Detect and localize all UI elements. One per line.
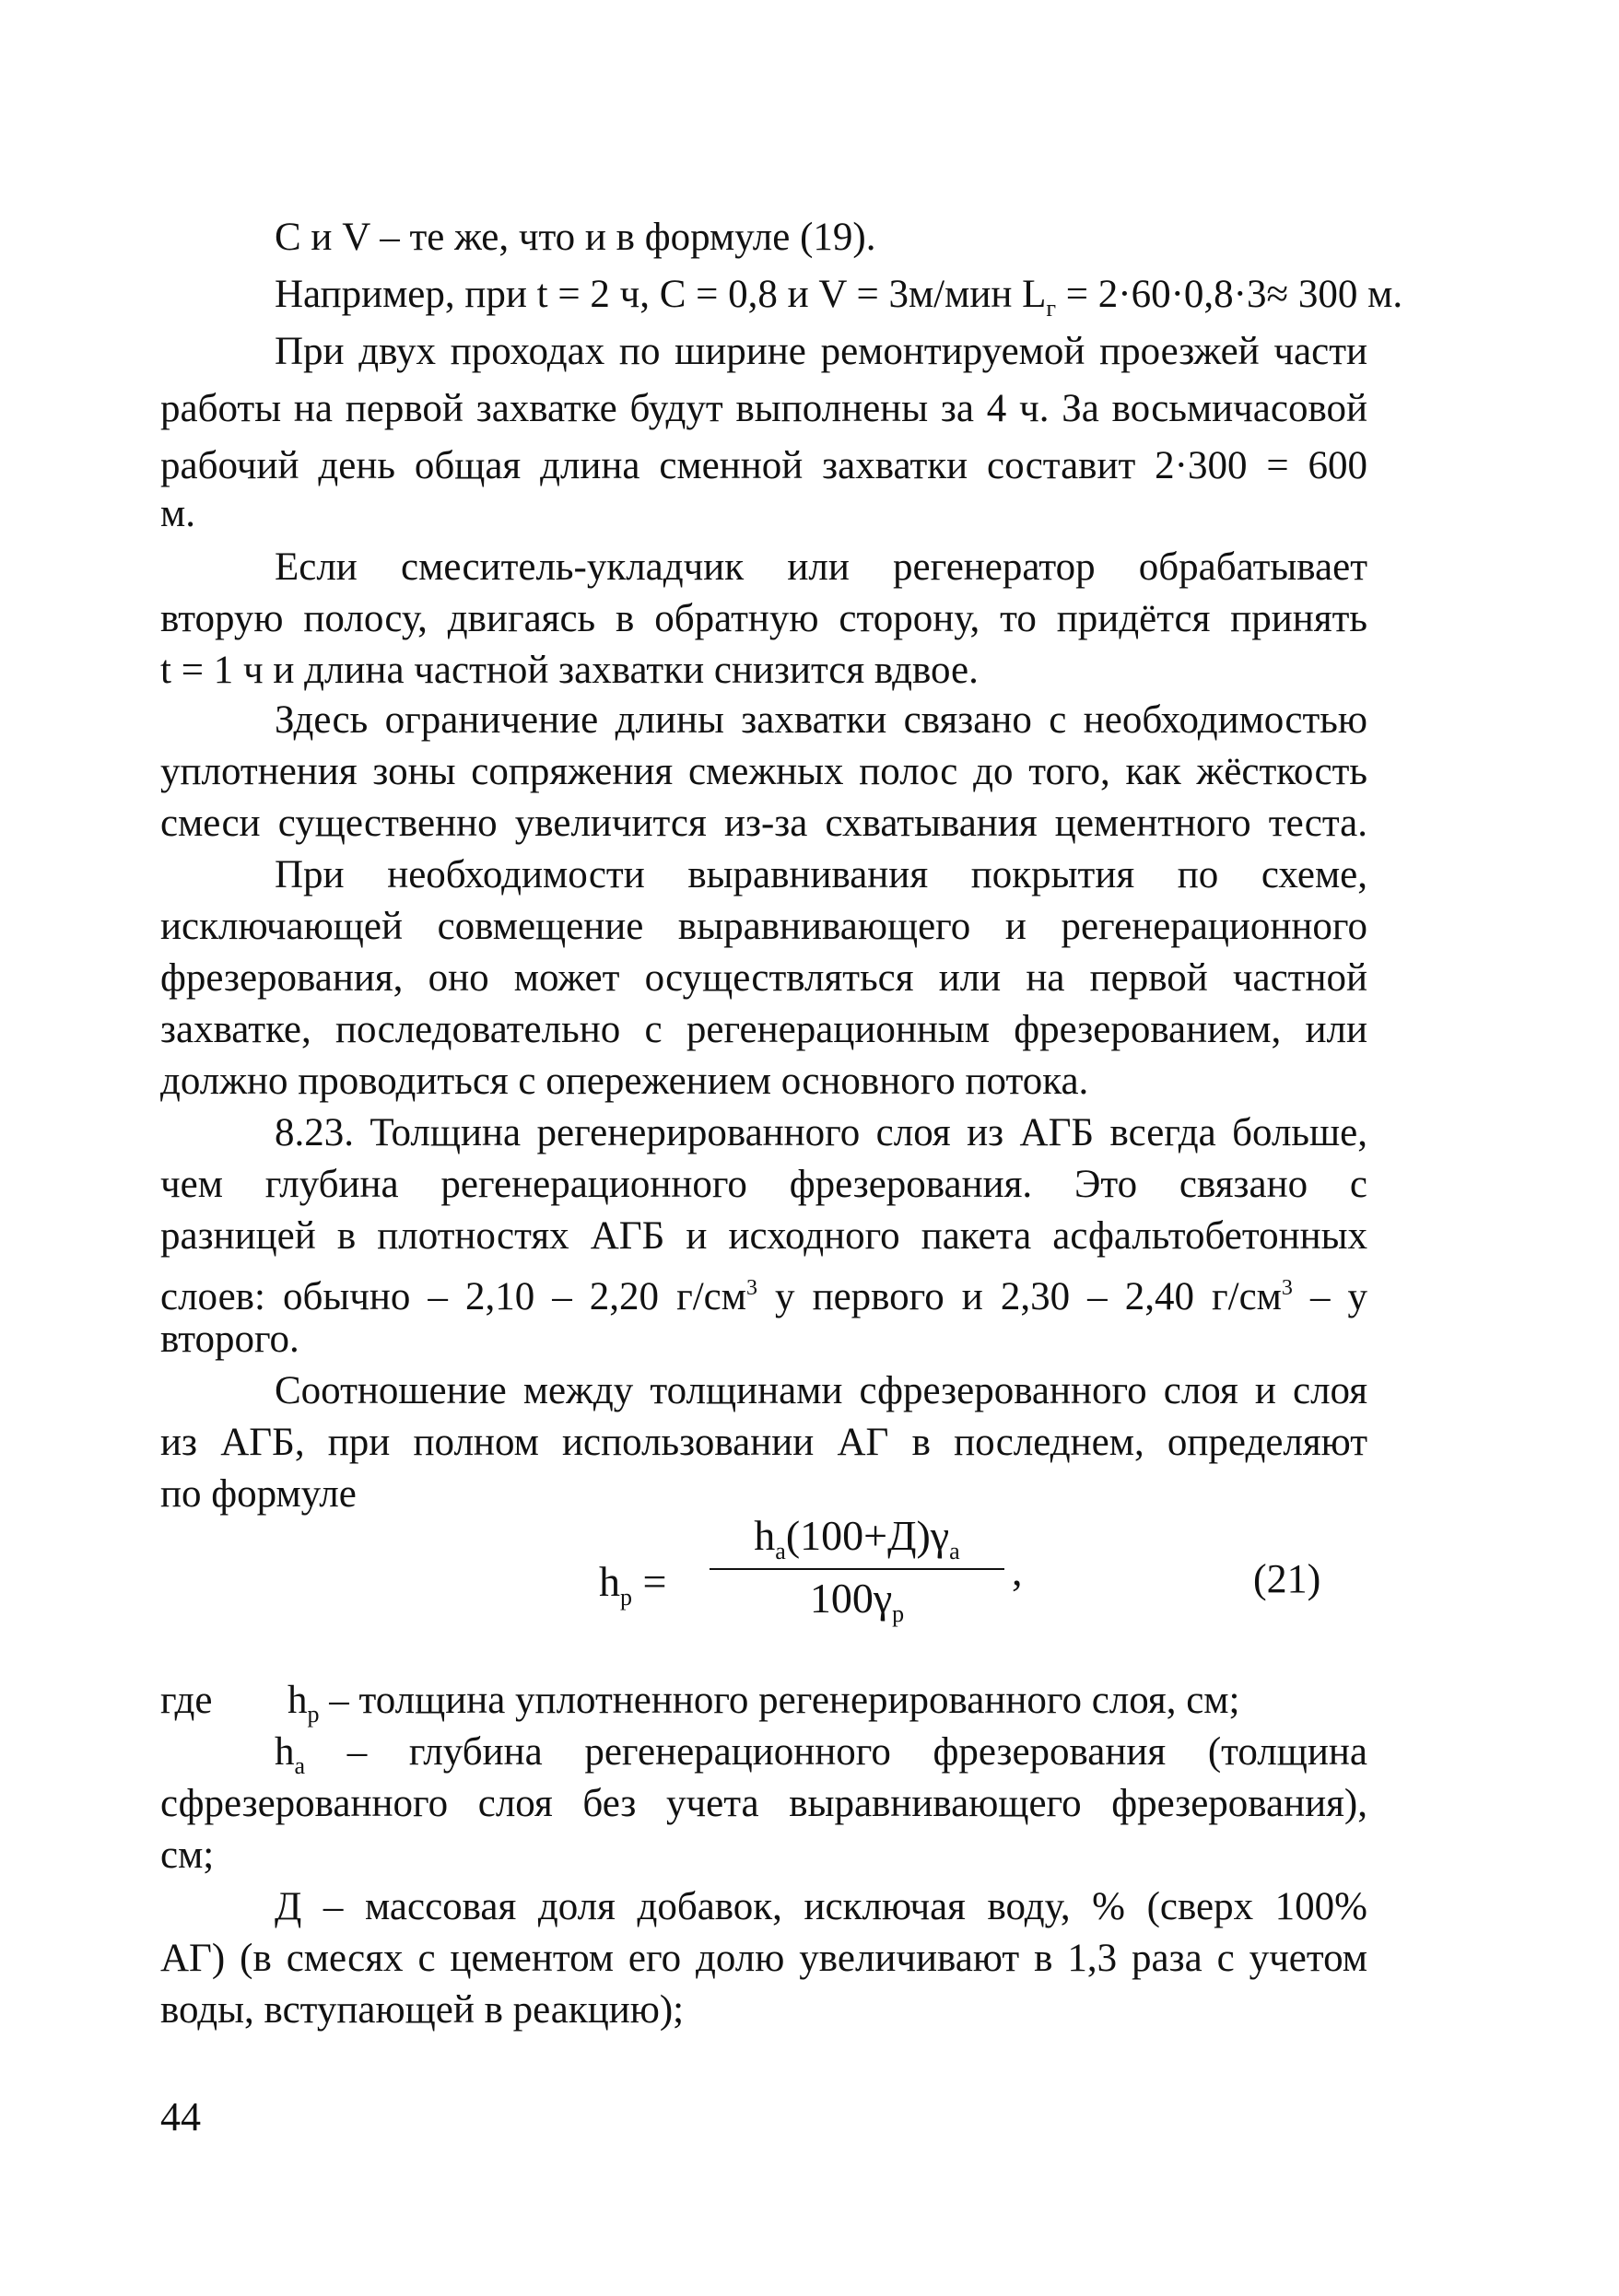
formula-number: (21) xyxy=(1253,1556,1321,1601)
formula-comma: , xyxy=(1012,1547,1023,1594)
text-line: Если смеситель-укладчик или регенератор обрабатывает xyxy=(275,545,1367,589)
text-line: t = 1 ч и длина частной захватки снизится вдвое. xyxy=(160,649,979,692)
text-line: уплотнения зоны сопряжения смежных полос до того, как жёсткость xyxy=(160,750,1367,793)
text-line: С и V – те же, что и в формуле (19). xyxy=(275,216,876,259)
definition-line: сфрезерованного слоя без учета выравнивающего фрезерования), xyxy=(160,1782,1367,1825)
text-line: При двух проходах по ширине ремонтируемой проезжей части xyxy=(275,330,1367,373)
text-line: 8.23. Толщина регенерированного слоя из АГБ всегда больше, xyxy=(275,1111,1367,1154)
formula-lhs: $h_р$ = xyxy=(599,1558,667,1611)
formula-fraction xyxy=(710,1511,1004,1628)
text-line: из АГБ, при полном использовании АГ в последнем, определяют xyxy=(160,1421,1367,1464)
definition-line: см; xyxy=(160,1833,215,1877)
text-line: разницей в плотностях АГБ и исходного пакета асфальтобетонных xyxy=(160,1214,1367,1258)
text-line: Здесь ограничение длины захватки связано с необходимостью xyxy=(275,698,1367,742)
text-line: Например, при t = 2 ч, С = 0,8 и V = 3м/мин $L_г = 2\cdot 60\cdot 0,8\cdot 3\approx 300$ м. xyxy=(275,273,1403,322)
text-line: чем глубина регенерационного фрезерования. Это связано с xyxy=(160,1163,1367,1206)
formula-denominator: $100\gamma_р$ xyxy=(809,1575,905,1627)
text-line: При необходимости выравнивания покрытия по схеме, xyxy=(275,853,1367,896)
definition-line: АГ) (в смесях с цементом его долю увеличивают в 1,3 раза с учетом xyxy=(160,1937,1367,1980)
page-number: 44 xyxy=(160,2094,201,2139)
definition-line: воды, вступающей в реакцию); xyxy=(160,1988,685,2032)
text-line: слоев: обычно – 2,10 – 2,20 $г/см^3$ у первого и 2,30 – 2,40 $г/см^3$ – у xyxy=(160,1275,1367,1318)
definition-line: Д – массовая доля добавок, исключая воду, % (сверх 100% xyxy=(275,1885,1367,1928)
text-line: должно проводиться с опережением основного потока. xyxy=(160,1060,1089,1103)
definition-line: где $h_р$ – толщина уплотненного регенерированного слоя, см; xyxy=(160,1679,1240,1728)
text-line: вторую полосу, двигаясь в обратную сторону, то придётся принять xyxy=(160,597,1367,640)
definition-line: $h_а$ – глубина регенерационного фрезерования (толщина xyxy=(275,1730,1367,1779)
text-line: м. xyxy=(160,492,195,535)
text-line: рабочий день общая длина сменной захватки составит 2·300 = 600 xyxy=(160,444,1367,487)
fraction-bar xyxy=(710,1568,1004,1570)
text-line: по формуле xyxy=(160,1472,357,1516)
text-line: Соотношение между толщинами сфрезерованного слоя и слоя xyxy=(275,1369,1367,1412)
formula-numerator: $h_а(100+Д)\gamma_а$ xyxy=(754,1512,960,1564)
text-line: захватке, последовательно с регенерационным фрезерованием, или xyxy=(160,1008,1367,1051)
text-line: фрезерования, оно может осуществляться или на первой частной xyxy=(160,956,1367,1000)
text-line: исключающей совмещение выравнивающего и регенерационного xyxy=(160,905,1367,948)
formula-21 xyxy=(599,1511,1078,1668)
text-line: смеси существенно увеличится из-за схватывания цементного теста. xyxy=(160,802,1367,845)
text-line: второго. xyxy=(160,1318,299,1361)
text-line: работы на первой захватке будут выполнены за 4 ч. За восьмичасовой xyxy=(160,387,1367,430)
